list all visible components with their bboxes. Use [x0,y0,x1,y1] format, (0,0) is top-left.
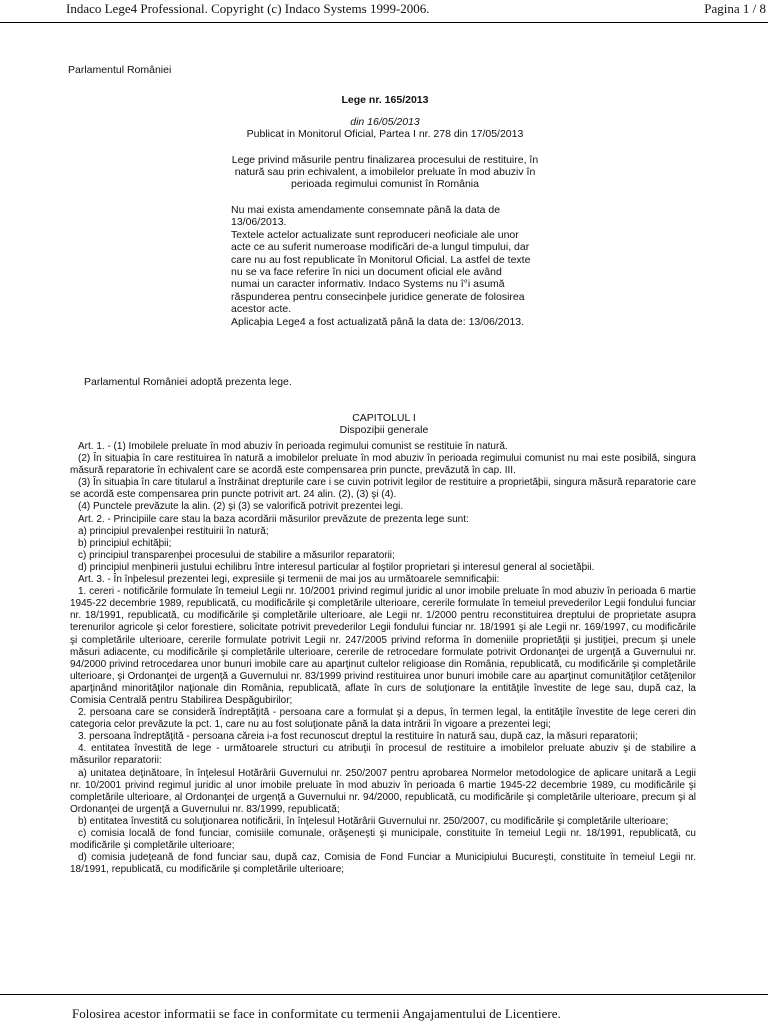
article-paragraph: 4. entitatea învestită de lege - următoarele structuri cu atribuţii în procesul de restituire a imobilelor preluate abuziv şi de stabilire a măsurilor reparatorii: [70,743,696,767]
license-notice: Folosirea acestor informatii se face in conformitate cu termenii Angajamentului de Licentiere. [72,1006,561,1021]
article-paragraph: a) principiul prevalenþei restituirii în natură; [78,525,269,537]
article-paragraph: d) principiul menþinerii justului echilibru între interesul particular al foştilor proprietari şi interesul general al societăþii. [78,561,595,573]
law-title: Lege nr. 165/2013 [341,94,429,106]
article-paragraph: 1. cereri - notificările formulate în temeiul Legii nr. 10/2001 privind regimul juridic al unor imobile preluate în mod abuziv în perioada 6 martie 1945-22 decembrie 1989, republicată, cu modificările şi completările ulterioare, cererile formulate în temeiul prevederilor Legii fondului funciar nr. 18/1991, republicată, cu modificările şi completările ulterioare, ale Legii nr. 1/2000 pentru reconstituirea dreptului de proprietate asupra terenurilor agricole şi celor forestiere, solicitate potrivit prevederilor Legii fondului funciar nr. 18/1991 şi ale Legii nr. 169/1997, cu modificările şi completările ulterioare, cererile formulate potrivit Legii nr. 247/2005 privind reforma în domeniile proprietăţii şi justiţiei, precum şi unele măsuri adiacente, cu modificările şi completările ulterioare, cererile de retrocedare formulate potrivit Ordonanţei de urgenţă a Guvernului nr. 94/2000 privind retrocedarea unor bunuri imobile care au aparţinut cultelor religioase din România, republicată, cu modificările şi completările ulterioare, şi Ordonanţei de urgenţă a Guvernului nr. 83/1999 privind restituirea unor bunuri imobile care au aparţinut comunităţilor cetăţenilor aparţinând minorităţilor naţionale din România, republicată, aflate în curs de soluţionare la entităţile învestite de lege sau, după caz, la Comisia Centrală pentru Stabilirea Despăgubirilor; [70,586,696,706]
article-paragraph: Art. 3. - În înþelesul prezentei legi, expresiile şi termenii de mai jos au următoarele semnificaþii: [78,574,500,586]
note-paragraph: Aplicaþia Lege4 a fost actualizată până la data de: 13/06/2013. [231,315,525,328]
article-paragraph: 3. persoana îndreptăţită - persoana căreia i-a fost recunoscut dreptul la restituire în natură sau, după caz, la măsuri reparatorii; [78,731,638,743]
law-description: Lege privind măsurile pentru finalizarea procesului de restituire, în natură sau prin echivalent, a imobilelor preluate în mod abuziv în perioada regimului comunist în România [231,154,539,190]
article-paragraph: b) principiul echităþii; [78,537,172,549]
header-title: Indaco Lege4 Professional. Copyright (c) Indaco Systems 1999-2006. [66,1,430,16]
article-paragraph: c) comisia locală de fond funciar, comisiile comunale, orăşeneşti şi municipale, constituite în temeiul Legii nr. 18/1991, republicată, cu modificările şi completările ulterioare; [70,828,696,852]
article-paragraph: (3) În situaþia în care titularul a înstrăinat drepturile care i se cuvin potrivit legilor de restituire a proprietăþii, singura măsură reparatorie care se acordă este compensarea prin puncte potrivit art. 24 alin. (2), (3) şi (4). [70,477,696,501]
article-paragraph: Art. 2. - Principiile care stau la baza acordării măsurilor prevăzute de prezenta lege sunt: [78,513,469,525]
article-paragraph: 2. persoana care se consideră îndreptăţită - persoana care a formulat şi a depus, în termen legal, la entităţile învestite de lege cereri din categoria celor prevăzute la pct. 1, care nu au fost soluţionate până la data intrării în vigoare a prezentei legi; [70,707,696,731]
article-paragraph: (4) Punctele prevăzute la alin. (2) şi (3) se valorifică potrivit prezentei legi. [78,501,404,513]
page-header [0,0,768,23]
issuer: Parlamentul României [68,64,172,76]
note-paragraph: Textele actelor actualizate sunt reproduceri neoficiale ale unor acte ce au suferit numeroase modificări de-a lungul timpului, dar care nu au fost republicate în Monitorul Oficial. La astfel de texte nu se va face referire în nici un document oficial ele având numai un caracter informativ. Indaco Systems nu î°i asumă răspunderea pentru consecinþele juridice generate de folosirea acestor acte. [231,228,531,316]
note-paragraph: Nu mai exista amendamente consemnate până la data de 13/06/2013. [231,204,501,229]
update-notes [231,204,531,328]
article-paragraph: d) comisia judeţeană de fond funciar sau, după caz, Comisia de Fond Funciar a Municipiului Bucureşti, constituite în temeiul Legii nr. 18/1991, republicată, cu modificările şi completările ulterioare; [70,852,696,876]
publication-info: Publicat in Monitorul Oficial, Partea I nr. 278 din 17/05/2013 [246,128,524,140]
chapter-title: Dispoziþii generale [339,424,429,437]
adoption-statement: Parlamentul României adoptă prezenta lege. [84,376,292,388]
article-paragraph: (2) În situaþia în care restituirea în natură a imobilelor preluate în mod abuziv în perioada regimului comunist nu mai este posibilă, singura măsură reparatorie în echivalent care se acordă este compensarea prin puncte, prevăzută în cap. III. [70,453,696,477]
chapter-number: CAPITOLUL I [352,412,416,424]
law-date: din 16/05/2013 [350,116,420,128]
page-number: Pagina 1 / 8 [704,1,766,16]
chapter-heading [0,412,768,437]
article-paragraph: a) unitatea deţinătoare, în înţelesul Hotărârii Guvernului nr. 250/2007 pentru aprobarea Normelor metodologice de aplicare unitară a Legii nr. 10/2001 privind regimul juridic al unor imobile preluate în mod abuziv în perioada 6 martie 1945-22 decembrie 1989, cu modificările şi completările ulterioare, al Ordonanţei de urgenţă a Guvernului nr. 94/2000, republicată, cu modificările şi completările ulterioare, precum şi al Ordonanţei de urgenţă a Guvernului nr. 83/1999, republicată; [70,767,696,815]
article-paragraph: c) principiul transparenþei procesului de stabilire a măsurilor reparatorii; [78,549,395,561]
law-body [70,441,696,876]
footer-divider [0,994,768,995]
article-paragraph: b) entitatea învestită cu soluţionarea notificării, în înţelesul Hotărârii Guvernului nr. 250/2007, cu modificările şi completările ulterioare; [78,815,669,827]
article-paragraph: Art. 1. - (1) Imobilele preluate în mod abuziv în perioada regimului comunist se restituie în natură. [78,441,508,452]
